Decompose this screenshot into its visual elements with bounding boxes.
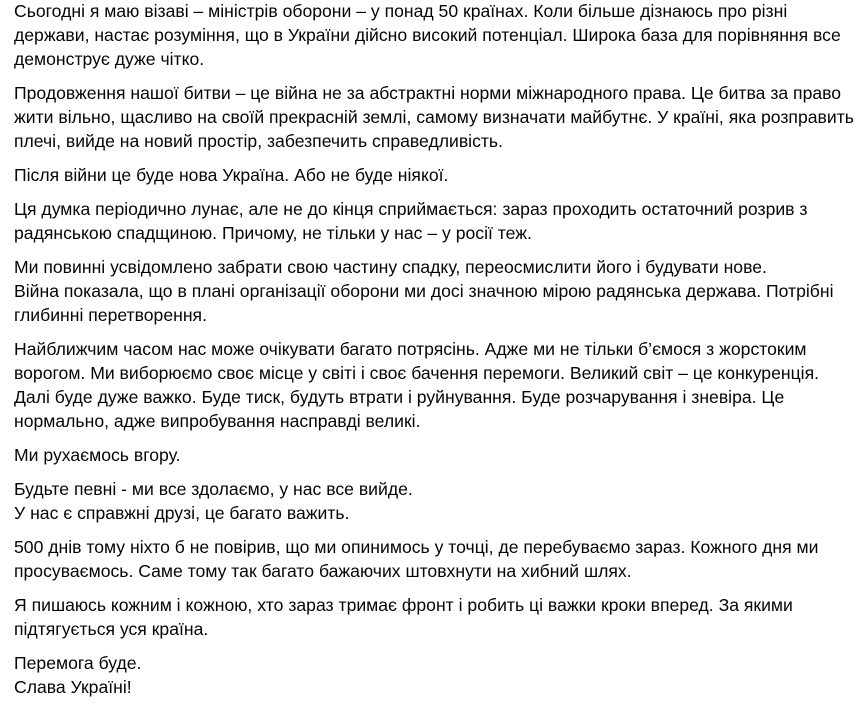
post-text-line: держави, настає розуміння, що в України дійсно високий потенціал. Широка база для порівняння все xyxy=(14,25,841,45)
post-text-line: нормально, адже випробування насправді великі. xyxy=(14,411,421,431)
post-text-line: Ця думка періодично лунає, але не до кінця сприймається: зараз проходить остаточний розрив з xyxy=(14,199,808,219)
post-text-line: ворогом. Ми виборюємо своє місце у світі і своє бачення перемоги. Великий світ – це конкуренція. xyxy=(14,363,819,383)
post-text-line: жити вільно, щасливо на своїй прекрасній землі, самому визначати майбутнє. У країні, яка розправить xyxy=(14,107,854,127)
post-paragraph xyxy=(14,477,860,525)
post-text-line: Перемога буде. xyxy=(14,653,142,673)
post-paragraph xyxy=(14,163,860,187)
post-text-line: Слава Україні! xyxy=(14,677,132,697)
post-paragraph xyxy=(14,443,860,467)
post-text-line: Ми рухаємось вгору. xyxy=(14,445,181,465)
post-paragraph xyxy=(14,81,860,153)
post-text-line: Продовження нашої битви – це війна не за абстрактні норми міжнародного права. Це битва за право xyxy=(14,83,842,103)
post-text-line: Війна показала, що в плані організації оборони ми досі значною мірою радянська держава. Потрібні xyxy=(14,281,834,301)
post-paragraph xyxy=(14,0,860,71)
post-paragraph xyxy=(14,255,860,327)
post-text-line: Сьогодні я маю візаві – міністрів оборони – у понад 50 країнах. Коли більше дізнаюсь про різні xyxy=(14,1,788,21)
post-text-line: демонструє дуже чітко. xyxy=(14,49,205,69)
post-text-line: радянською спадщиною. Причому, не тільки у нас – у росії теж. xyxy=(14,223,532,243)
post-text-line: Найближчим часом нас може очікувати багато потрясінь. Адже ми не тільки б’ємося з жорстоким xyxy=(14,339,807,359)
post-text-line: Ми повинні усвідомлено забрати свою частину спадку, переосмислити його і будувати нове. xyxy=(14,257,767,277)
post-text-line: 500 днів тому ніхто б не повірив, що ми опинимось у точці, де перебуваємо зараз. Кожного дня ми xyxy=(14,537,819,557)
post-text-line: Я пишаюсь кожним і кожною, хто зараз тримає фронт і робить ці важки кроки вперед. За якими xyxy=(14,595,793,615)
post-paragraph xyxy=(14,337,860,433)
post-text-line: У нас є справжні друзі, це багато важить. xyxy=(14,503,350,523)
post-text-line: плечі, вийде на новий простір, забезпечить справедливість. xyxy=(14,131,503,151)
post-text-line: підтягується уся країна. xyxy=(14,619,209,639)
post-text-line: Будьте певні - ми все здолаємо, у нас все вийде. xyxy=(14,479,413,499)
post-text-line: просуваємось. Саме тому так багато бажаючих штовхнути на хибний шлях. xyxy=(14,561,632,581)
post-text xyxy=(14,0,860,709)
post-text-line: Далі буде дуже важко. Буде тиск, будуть втрати і руйнування. Буде розчарування і зневіра. Це xyxy=(14,387,785,407)
post-text-line: глибинні перетворення. xyxy=(14,305,207,325)
post-text-line: Після війни це буде нова Україна. Або не буде ніякої. xyxy=(14,165,449,185)
post-paragraph xyxy=(14,197,860,245)
post-paragraph xyxy=(14,651,860,699)
post-paragraph xyxy=(14,535,860,583)
post-paragraph xyxy=(14,593,860,641)
